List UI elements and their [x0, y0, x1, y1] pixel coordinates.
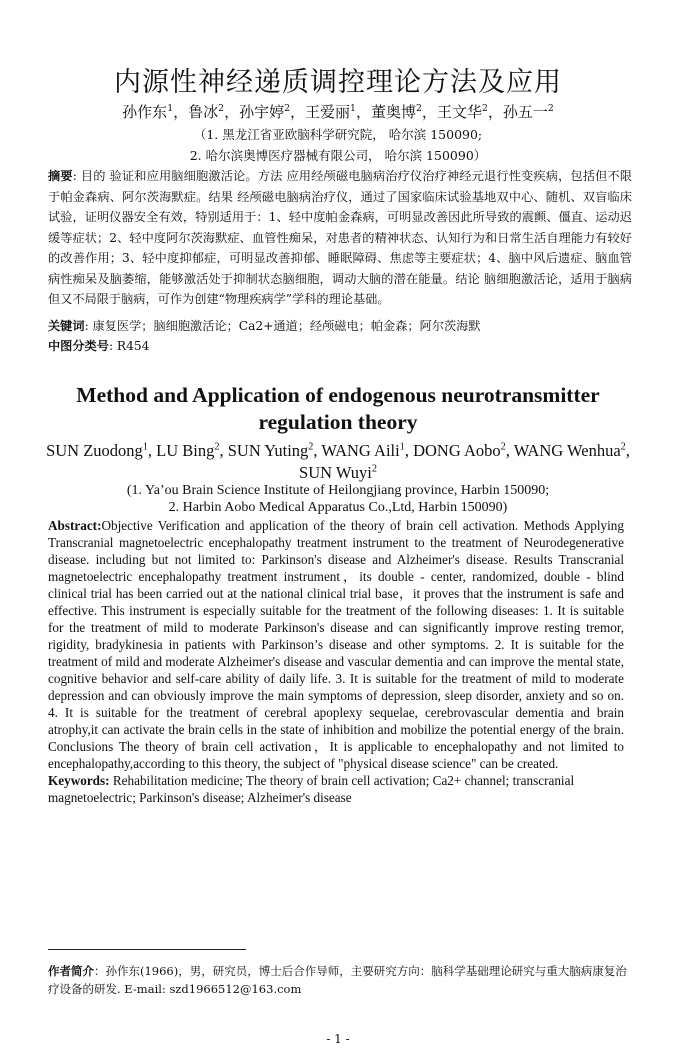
cn-author-affiliation-mark: 2: [284, 103, 291, 114]
cn-author-name: 孙五一: [502, 103, 548, 121]
chinese-author-list: 孙作东$^1$，鲁冰$^2$，孙宇婷$^2$，王爱丽$^1$，董奥博$^2$，王文华$^2$，孙五一$^2$: [122, 103, 554, 121]
chinese-abstract: [48, 166, 632, 310]
english-keywords: [48, 772, 624, 806]
en-author-name: WANG Aili: [321, 441, 400, 460]
chinese-abstract-label: 摘要: [48, 169, 73, 183]
chinese-affiliation-2: 2. 哈尔滨奥博医疗器械有限公司， 哈尔滨 150090）: [189, 148, 487, 163]
english-abstract: [48, 517, 624, 772]
chinese-keywords-label: 关键词: [48, 319, 85, 333]
en-author-affiliation-mark: 2: [214, 441, 220, 453]
chinese-classification-label: 中图分类号: [48, 339, 109, 353]
english-keywords-label: Keywords:: [48, 773, 110, 788]
footnote-label: 作者简介: [48, 964, 94, 978]
en-author-name: SUN Yuting: [227, 441, 309, 460]
chinese-keywords-text: : 康复医学；脑细胞激活论；Ca2+通道；经颅磁电；帕金森；阿尔茨海默: [84, 319, 481, 333]
en-author-name: SUN Zuodong: [46, 441, 143, 460]
cn-author-affiliation-mark: 2: [547, 103, 554, 114]
cn-author-affiliation-mark: 1: [167, 103, 174, 114]
chinese-classification-text: : R454: [108, 339, 150, 353]
english-title: Method and Application of endogenous neurotransmitter regulation theory: [76, 383, 600, 434]
cn-author-name: 孙作东: [122, 103, 168, 121]
page-number: - 1 -: [326, 1032, 350, 1046]
en-author-affiliation-mark: 2: [371, 463, 377, 475]
en-author-name: WANG Wenhua: [513, 441, 621, 460]
english-author-list: SUN Zuodong$^1$, LU Bing$^2$, SUN Yuting$^2$, WANG Aili$^1$, DONG Aobo$^2$, WANG Wenhua$^2$, SUN Wuyi$^2$: [46, 441, 630, 482]
cn-author-name: 王爱丽: [305, 103, 351, 121]
chinese-keywords: [48, 316, 638, 336]
en-author-affiliation-mark: 2: [500, 441, 506, 453]
chinese-classification: [48, 336, 638, 356]
en-author-name: SUN Wuyi: [299, 463, 372, 482]
en-author-name: DONG Aobo: [413, 441, 501, 460]
chinese-affiliation-1: （1. 黑龙江省亚欧脑科学研究院， 哈尔滨 150090;: [193, 127, 483, 142]
cn-author-name: 孙宇婷: [239, 103, 285, 121]
english-abstract-text: Objective Verification and application of the theory of brain cell activation. Methods Applying Transcranial magnetoelectric encephalopathy treatment instrument to the treatment of Neurodegenerative disease. including but not limited to: Parkinson's disease and Alzheimer's disease. Results Transcranial magnetoelectric encephalopathy treatment instrument，its double - center, randomized, double - blind clinical trial has been carried out at the national clinical trial base，it proves that the instrument is safe and effective. This instrument is especially suitable for the treatment of the following diseases: 1. It is suitable for the treatment of mild to moderate Parkinson's disease and can significantly improve resting tremor, rigidity, bradykinesia in patients with Parkinson’s disease and other symptoms. 2. It is suitable for the treatment of mild and moderate Alzheimer's disease and vascular dementia and can improve the mental state, cognitive behavior and self-care ability of daily life. 3. It is suitable for the treatment of mild to moderate depression and can obviously improve the main symptoms of depression, sleep disorder, anxiety and so on. 4. It is suitable for the treatment of cerebral apoplexy sequelae, cerebrovascular dementia and brain atrophy,it can activate the brain cells in the state of inhibition and mobilize the potential energy of the brain. Conclusions The theory of brain cell activation，It is applicable to encephalopathy and not limited to encephalopathy,according to this theory, the subject of "physical disease science" can be created.: [48, 518, 624, 771]
cn-author-affiliation-mark: 1: [350, 103, 356, 114]
cn-author-name: 董奥博: [370, 103, 416, 121]
author-footnote: [48, 962, 628, 998]
en-author-affiliation-mark: 2: [620, 441, 626, 453]
cn-author-name: 王文华: [436, 103, 482, 121]
english-abstract-label: Abstract:: [48, 518, 102, 533]
en-author-affiliation-mark: 2: [308, 441, 314, 453]
cn-author-name: 鲁冰: [188, 103, 219, 121]
cn-author-affiliation-mark: 2: [218, 103, 225, 114]
chinese-abstract-text: : 目的 验证和应用脑细胞激活论。方法 应用经颅磁电脑病治疗仪治疗神经元退行性变疾病，包括但不限于帕金森病、阿尔茨海默症。结果 经颅磁电脑病治疗仪，通过了国家临床试验基地双中心、随机、双盲临床试验，证明仪器安全有效，特别适用于：1、轻中度帕金森病，可明显改善因此所导致的震颤、僵直、运动迟缓等症状；2、轻中度阿尔茨海默症、血管性痴呆，对患者的精神状态、认知行为和日常生活自理能力有较好的改善作用；3、轻中度抑郁症，可明显改善抑郁、睡眠障碍、焦虑等主要症状；4、脑中风后遗症、脑血管病性痴呆及脑萎缩，能够激活处于抑制状态脑细胞，调动大脑的潜在能量。结论 脑细胞激活论，适用于脑病但又不局限于脑病，可作为创建“物理疾病学”学科的理论基础。: [48, 169, 633, 306]
chinese-title: 内源性神经递质调控理论方法及应用: [114, 67, 562, 98]
footnote-divider: [48, 949, 246, 950]
en-author-affiliation-mark: 1: [399, 441, 405, 453]
en-author-name: LU Bing: [156, 441, 215, 460]
cn-author-affiliation-mark: 2: [416, 103, 422, 114]
en-author-affiliation-mark: 1: [142, 441, 148, 453]
footnote-text: ：孙作东(1966)，男，研究员，博士后合作导师，主要研究方向：脑科学基础理论研究与重大脑病康复治疗设备的研发. E-mail: szd1966512@163.com: [48, 964, 627, 996]
english-affiliation-2: 2. Harbin Aobo Medical Apparatus Co.,Ltd, Harbin 150090): [168, 500, 508, 515]
english-affiliation-1: (1. Ya’ou Brain Science Institute of Heilongjiang province, Harbin 150090;: [126, 483, 550, 498]
english-keywords-text: Rehabilitation medicine; The theory of brain cell activation; Ca2+ channel; transcranial magnetoelectric; Parkinson's disease; Alzheimer's disease: [48, 773, 575, 805]
cn-author-affiliation-mark: 2: [481, 103, 488, 114]
